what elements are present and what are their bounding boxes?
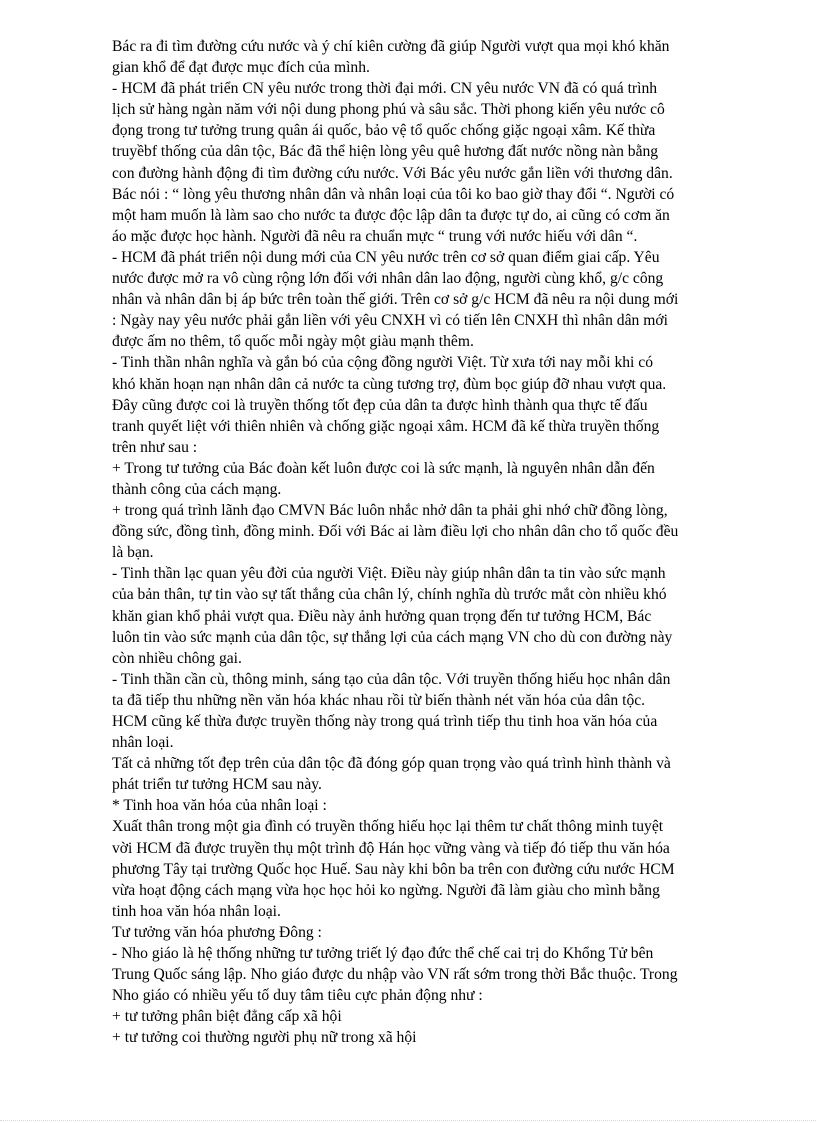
page-bottom-rule <box>0 1120 816 1121</box>
text-line: vời HCM đã được truyền thụ một trình độ Hán học vững vàng và tiếp đó tiếp thu văn hóa <box>112 839 670 857</box>
text-line: + trong quá trình lãnh đạo CMVN Bác luôn nhắc nhở dân ta phải ghi nhớ chữ đồng lòng, <box>112 502 668 520</box>
text-line: Tư tưởng văn hóa phương Đông : <box>112 923 322 941</box>
text-line: đọng trong tư tưởng trung quân ái quốc, bảo vệ tổ quốc chống giặc ngoại xâm. Kế thừa <box>112 122 656 140</box>
text-line: tranh quyết liệt với thiên nhiên và chống giặc ngoại xâm. HCM đã kế thừa truyền thống <box>112 417 660 435</box>
text-line: áo mặc được học hành. Người đã nêu ra chuẩn mực “ trung với nước hiếu với dân “. <box>112 227 638 245</box>
text-line: HCM cũng kế thừa được truyền thống này trong quá trình tiếp thu tinh hoa văn hóa của <box>112 713 658 730</box>
text-line: khó khăn hoạn nạn nhân dân cả nước ta cùng tương trợ, đùm bọc giúp đỡ nhau vượt qua. <box>112 375 667 393</box>
text-line: - Tinh thần lạc quan yêu đời của người Việt. Điều này giúp nhân dân ta tin vào sức mạnh <box>112 565 666 583</box>
text-line: + tư tưởng coi thường người phụ nữ trong xã hội <box>112 1029 417 1047</box>
text-line: tinh hoa văn hóa nhân loại. <box>112 902 281 920</box>
text-line: khăn gian khổ phải vượt qua. Điều này ảnh hưởng quan trọng đến tư tưởng HCM, Bác <box>112 607 652 625</box>
text-line: thành công của cách mạng. <box>112 480 282 498</box>
text-line: trên như sau : <box>112 438 198 456</box>
text-line: nhân loại. <box>112 734 174 752</box>
text-line: - HCM đã phát triển CN yêu nước trong thời đại mới. CN yêu nước VN đã có quá trình <box>112 80 658 98</box>
text-line: luôn tin vào sức mạnh của dân tộc, sự thắng lợi của cách mạng VN cho dù con đường này <box>112 628 673 646</box>
text-line: đồng sức, đồng tình, đồng minh. Đối với Bác ai làm điều lợi cho nhân dân cho tổ quốc đều <box>112 523 679 541</box>
text-line: : Ngày nay yêu nước phải gắn liền với yêu CNXH vì có tiến lên CNXH thì nhân dân mới <box>112 312 668 330</box>
text-line: - Tinh thần nhân nghĩa và gắn bó của cộng đồng người Việt. Từ xưa tới nay mỗi khi có <box>112 354 653 372</box>
text-line: - Nho giáo là hệ thống những tư tưởng triết lý đạo đức thể chế cai trị do Khổng Tử bên <box>112 945 654 963</box>
text-line: lịch sử hàng ngàn năm với nội dung phong phú và sâu sắc. Thời phong kiến yêu nước cô <box>112 101 665 119</box>
text-line: Trung Quốc sáng lập. Nho giáo được du nhập vào VN rất sớm trong thời Bắc thuộc. Trong <box>112 966 678 984</box>
text-line: phương Tây tại trường Quốc học Huế. Sau này khi bôn ba trên con đường cứu nước HCM <box>112 860 675 878</box>
text-line: nước được mở ra vô cùng rộng lớn đối với nhân dân lao động, người cùng khổ, g/c công <box>112 270 664 288</box>
text-line: truyềbf thống của dân tộc, Bác đã thể hiện lòng yêu quê hương đất nước nồng nàn bằng <box>112 143 659 161</box>
text-line: Bác nói : “ lòng yêu thương nhân dân và nhân loại của tôi ko bao giờ thay đổi “. Người có <box>112 185 675 203</box>
text-line: Xuất thân trong một gia đình có truyền thống hiếu học lại thêm tư chất thông minh tuyệt <box>112 818 664 836</box>
text-line: con đường hành động đi tìm đường cứu nước. Với Bác yêu nước gắn liền với thương dân. <box>112 164 673 182</box>
text-line: Tất cả những tốt đẹp trên của dân tộc đã đóng góp quan trọng vào quá trình hình thành và <box>112 755 671 773</box>
text-line: * Tinh hoa văn hóa của nhân loại : <box>112 797 327 815</box>
text-line: gian khổ để đạt được mục đích của mình. <box>112 59 370 77</box>
text-line: vừa hoạt động cách mạng vừa học học hỏi ko ngừng. Người đã làm giàu cho mình bằng <box>112 881 660 899</box>
text-line: + tư tưởng phân biệt đẳng cấp xã hội <box>112 1008 342 1026</box>
text-line: còn nhiều chông gai. <box>112 649 242 667</box>
body-text <box>112 36 752 1049</box>
text-line: nhân và nhân dân bị áp bức trên toàn thế giới. Trên cơ sở g/c HCM đã nêu ra nội dung mới <box>112 291 679 309</box>
text-line: - HCM đã phát triển nội dung mới của CN yêu nước trên cơ sở quan điểm giai cấp. Yêu <box>112 248 660 266</box>
text-line: một ham muốn là làm sao cho nước ta được độc lập dân ta được tự do, ai cũng có cơm ăn <box>112 206 670 224</box>
text-line: - Tinh thần cần cù, thông minh, sáng tạo của dân tộc. Với truyền thống hiếu học nhân dân <box>112 670 671 688</box>
text-line: Nho giáo có nhiều yếu tố duy tâm tiêu cực phản động như : <box>112 987 483 1005</box>
text-line: Đây cũng được coi là truyền thống tốt đẹp của dân ta được hình thành qua thực tế đấu <box>112 396 648 414</box>
text-line: Bác ra đi tìm đường cứu nước và ý chí kiên cường đã giúp Người vượt qua mọi khó khăn <box>112 38 670 55</box>
text-line: + Trong tư tưởng của Bác đoàn kết luôn được coi là sức mạnh, là nguyên nhân dẫn đến <box>112 459 655 477</box>
text-line: được ấm no thêm, tổ quốc mỗi ngày một giàu mạnh thêm. <box>112 333 474 351</box>
text-line: của bản thân, tự tin vào sự tất thắng của chân lý, chính nghĩa dù trước mắt còn nhiều khó <box>112 586 667 604</box>
text-line: ta đã tiếp thu những nền văn hóa khác nhau rồi từ biến thành nét văn hóa của dân tộc. <box>112 691 646 709</box>
text-line: phát triển tư tưởng HCM sau này. <box>112 776 322 794</box>
text-line: là bạn. <box>112 544 154 562</box>
